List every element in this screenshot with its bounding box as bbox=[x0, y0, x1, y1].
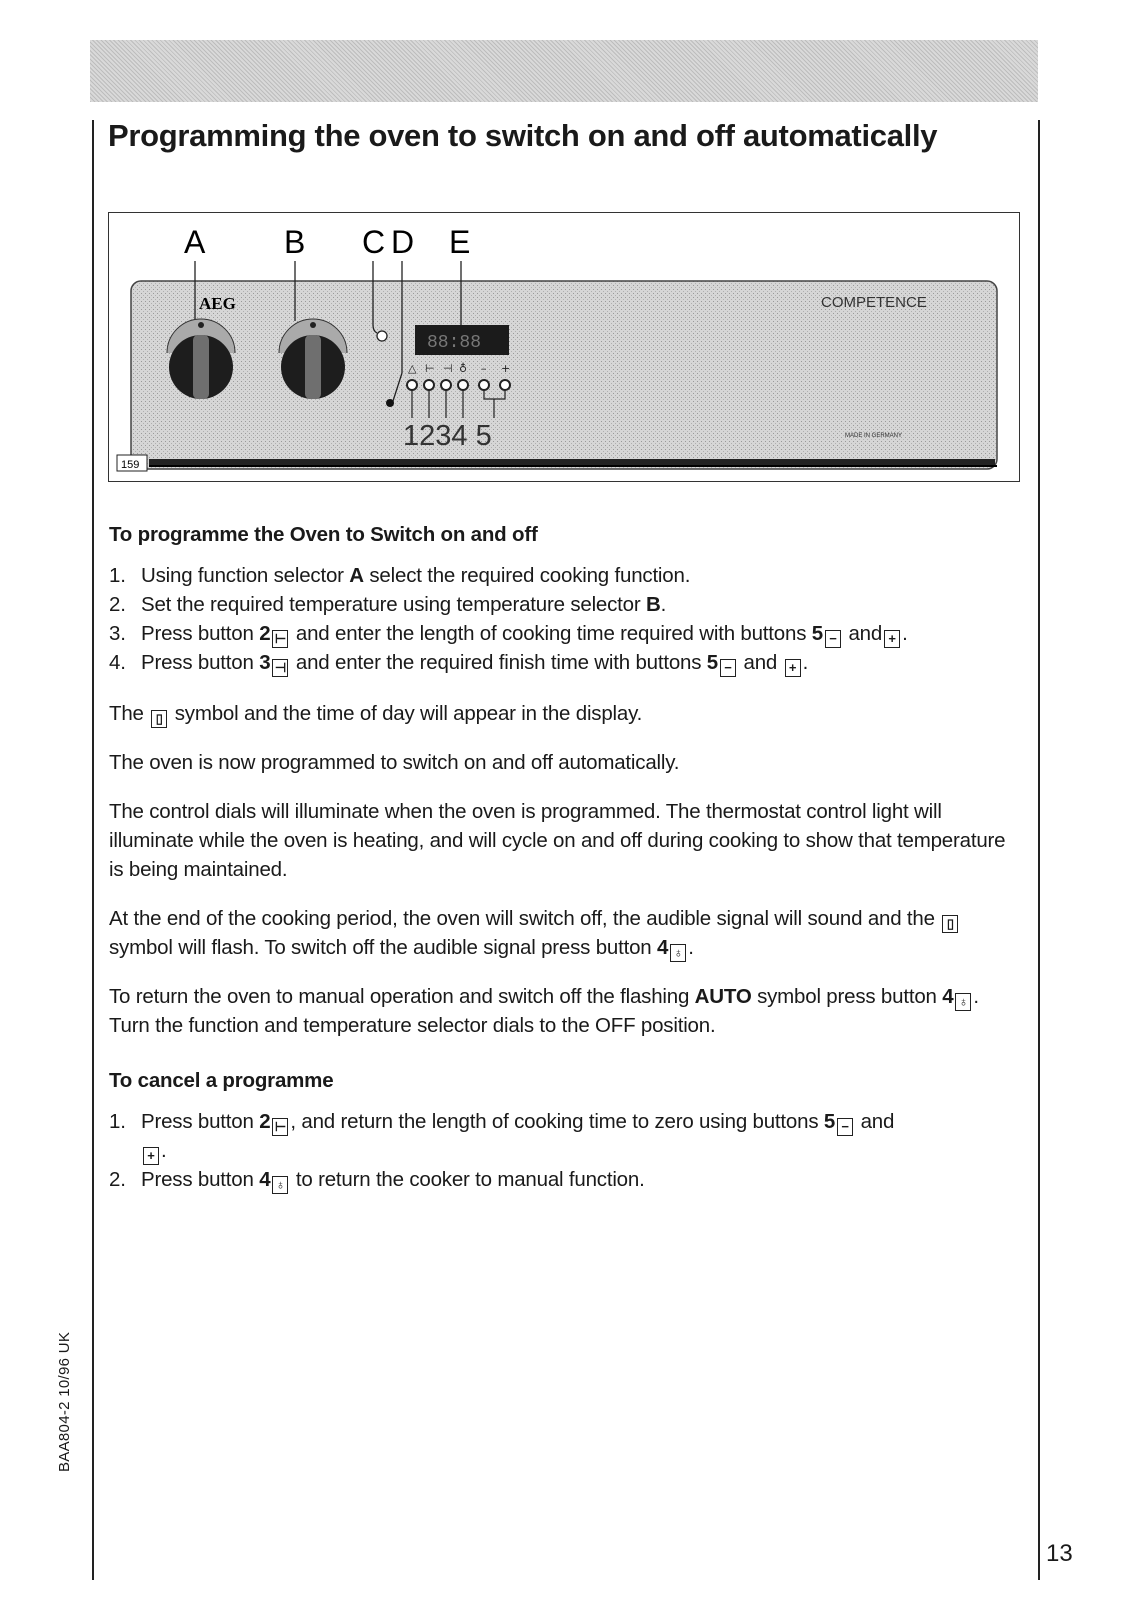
svg-text:⊢: ⊢ bbox=[425, 362, 435, 375]
paragraph: At the end of the cooking period, the oven will switch off, the audible signal will sound and the ▯ symbol will flash. To switch off the audible signal press button 4 ♁ . bbox=[109, 904, 1021, 962]
plus-icon: + bbox=[785, 659, 801, 677]
paragraph: The ▯ symbol and the time of day will appear in the display. bbox=[109, 702, 643, 726]
oven-control-panel-figure bbox=[108, 212, 1020, 482]
display-digits: 88:88 bbox=[427, 333, 482, 353]
list-item: 3. Press button 2 ⊢ and enter the length of cooking time required with buttons 5 − and + . bbox=[109, 619, 1021, 648]
step-number: 1. bbox=[109, 1110, 126, 1133]
auto-symbol-icon: ▯ bbox=[151, 710, 167, 728]
header-band bbox=[90, 40, 1038, 102]
list-item: 1. Using function selector A select the required cooking function. bbox=[109, 561, 1021, 590]
panel-underline bbox=[149, 465, 997, 467]
left-margin-rule bbox=[92, 120, 94, 1580]
list-item: 1. Press button 2 ⊢ , and return the length of cooking time to zero using buttons 5 − and + . bbox=[109, 1107, 1021, 1165]
label-d: D bbox=[391, 224, 415, 260]
label-e: E bbox=[449, 224, 471, 260]
list-item: 2. Press button 4 ♁ to return the cooker to manual function. bbox=[109, 1165, 1021, 1194]
minus-icon: − bbox=[825, 630, 841, 648]
step-number: 4. bbox=[109, 651, 126, 674]
brand-logo: AEG bbox=[199, 294, 236, 313]
paragraph: To return the oven to manual operation and switch off the flashing AUTO symbol press button 4 ♁ . Turn the function and temperature selector dials to the OFF position. bbox=[109, 985, 979, 1037]
figure-number: 159 bbox=[121, 459, 140, 471]
content-body bbox=[109, 520, 1021, 1194]
plus-icon: + bbox=[143, 1147, 159, 1165]
plus-icon: + bbox=[884, 630, 900, 648]
duration-icon: ⊢ bbox=[272, 630, 288, 648]
label-b: B bbox=[284, 224, 306, 260]
section-heading-programme: To programme the Oven to Switch on and off bbox=[109, 523, 538, 546]
made-in-label: MADE IN GERMANY bbox=[845, 433, 903, 439]
step-number: 2. bbox=[109, 1168, 126, 1191]
control-light bbox=[377, 331, 387, 341]
label-c: C bbox=[362, 224, 386, 260]
minus-icon: − bbox=[720, 659, 736, 677]
page-number: 13 bbox=[1046, 1540, 1073, 1567]
section-heading-cancel: To cancel a programme bbox=[109, 1069, 334, 1092]
svg-text:♁: ♁ bbox=[459, 362, 468, 375]
page-title: Programming the oven to switch on and off automatically bbox=[108, 118, 938, 153]
function-selector-dial bbox=[167, 319, 235, 399]
audible-signal-icon: ♁ bbox=[670, 944, 686, 962]
step-number: 2. bbox=[109, 593, 126, 616]
step-number: 1. bbox=[109, 564, 126, 587]
svg-text:△: △ bbox=[408, 362, 417, 375]
right-margin-rule bbox=[1038, 120, 1040, 1580]
list-item: 2. Set the required temperature using temperature selector B. bbox=[109, 590, 1021, 619]
end-time-icon: ⊣ bbox=[272, 659, 288, 677]
duration-icon: ⊢ bbox=[272, 1118, 288, 1136]
svg-text:–: – bbox=[481, 362, 487, 375]
paragraph: The oven is now programmed to switch on and off automatically. bbox=[109, 751, 680, 774]
audible-signal-icon: ♁ bbox=[955, 993, 971, 1011]
paragraph: The control dials will illuminate when the oven is programmed. The thermostat control light will illuminate while the oven is heating, and will cycle on and off during cooking to show that temperature is being maintained. bbox=[109, 800, 1006, 881]
list-item: 4. Press button 3 ⊣ and enter the required finish time with buttons 5 − and + . bbox=[109, 648, 1021, 677]
svg-text:+: + bbox=[501, 362, 511, 375]
button-numbers: 1234 5 bbox=[403, 420, 492, 452]
minus-icon: − bbox=[837, 1118, 853, 1136]
model-name: COMPETENCE bbox=[821, 294, 927, 311]
temperature-selector-dial bbox=[279, 319, 347, 399]
step-number: 3. bbox=[109, 622, 126, 645]
programme-steps bbox=[109, 561, 1021, 677]
cancel-steps bbox=[109, 1107, 1021, 1194]
label-a: A bbox=[184, 224, 206, 260]
document-code: BAA804-2 10/96 UK bbox=[56, 1331, 73, 1472]
audible-signal-icon: ♁ bbox=[272, 1176, 288, 1194]
auto-symbol-icon: ▯ bbox=[942, 915, 958, 933]
svg-text:⊣: ⊣ bbox=[443, 362, 453, 375]
